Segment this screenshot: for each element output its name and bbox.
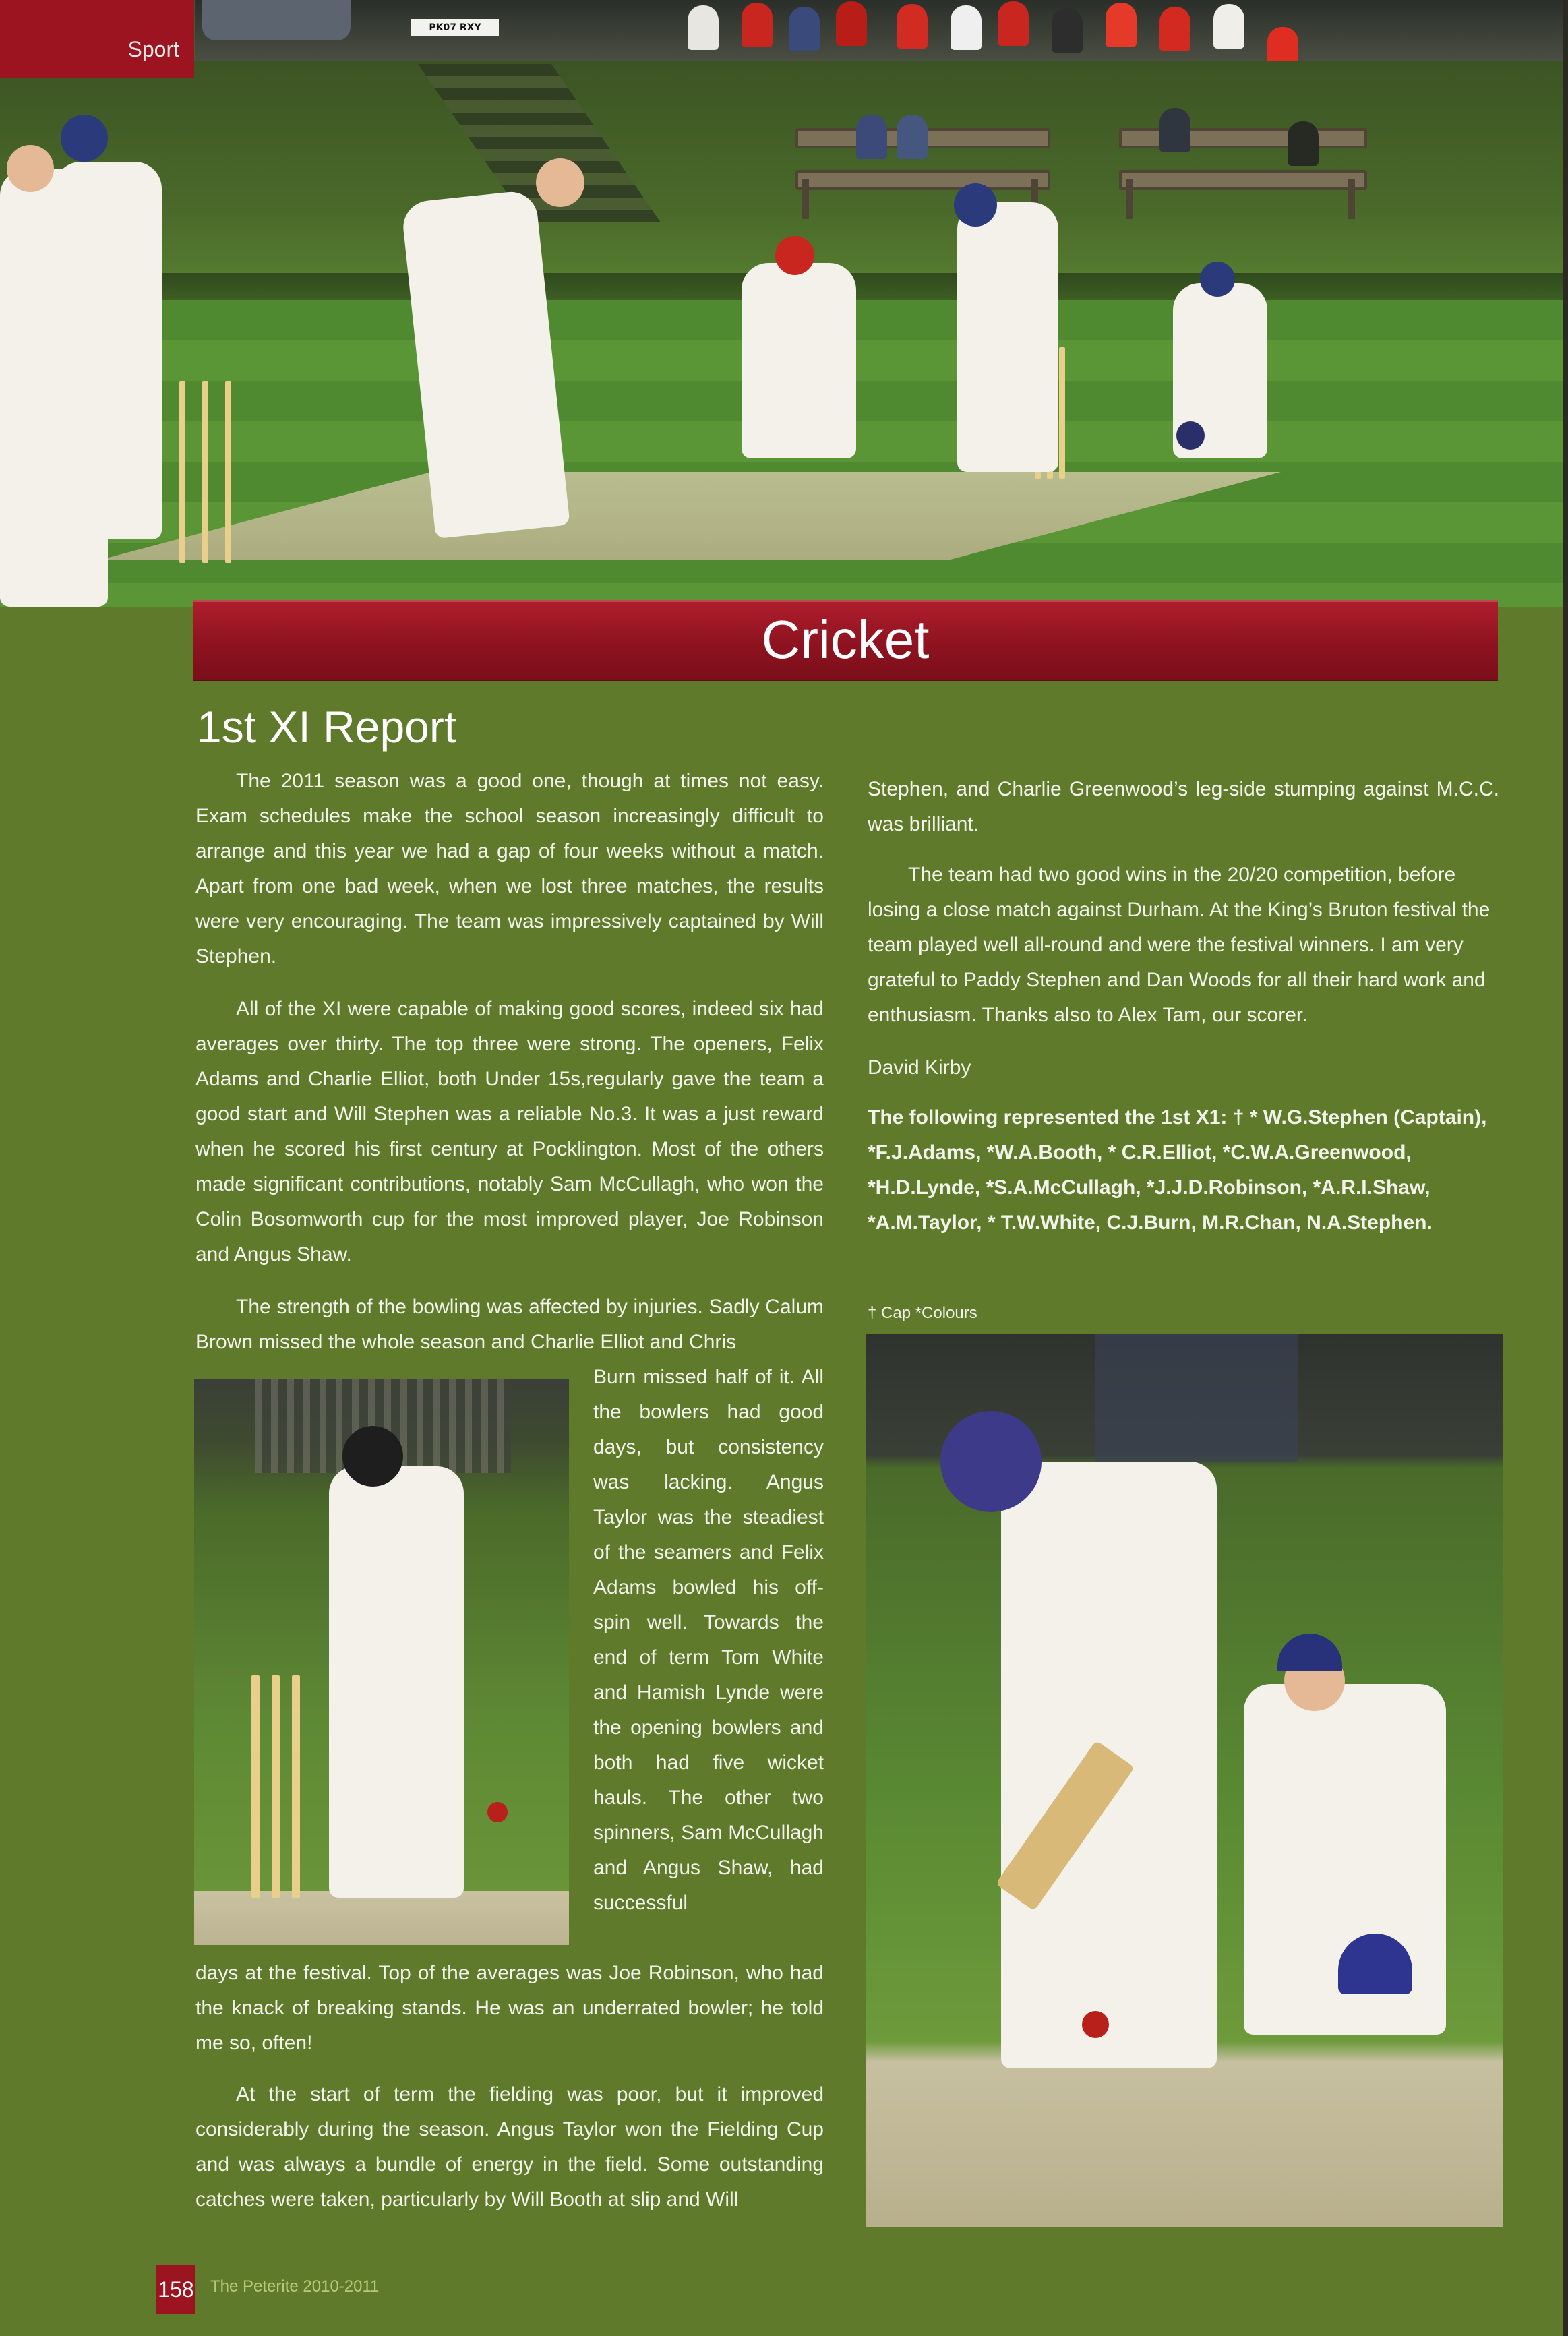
left-paragraph-3-end: days at the festival. Top of the averages was Joe Robinson, who had the knack of breaking stands. He was an underrated bowler; he told me so, often! xyxy=(195,1962,824,2054)
photo-batsman-and-keeper xyxy=(866,1334,1503,2227)
stumps-bowlers-end xyxy=(177,381,237,563)
left-paragraph-1: The 2011 season was a good one, though at times not easy. Exam schedules make the school season increasingly difficult to arrange and this year we had a gap of four weeks without a match. Apart from one bad week, when we lost three matches, the results were very encouraging. The team was impressively captained by Will Stephen. xyxy=(195,770,824,967)
article-heading: 1st XI Report xyxy=(197,702,457,752)
colours-key: † Cap *Colours xyxy=(868,1304,977,1322)
hero-photo xyxy=(0,0,1568,607)
right-paragraph-1: Stephen, and Charlie Greenwood’s leg-side stumping against M.C.C. was brilliant. xyxy=(868,778,1499,835)
left-paragraph-4: At the start of term the fielding was poor, but it improved considerably during the season. Angus Taylor won the Fielding Cup and was always a bundle of energy in the field. Some outstanding catches were taken, particularly by Will Booth at slip and Will xyxy=(195,2083,824,2211)
cricket-ball xyxy=(1082,2011,1109,2038)
banner-title: Cricket xyxy=(761,609,930,669)
left-paragraph-2: All of the XI were capable of making good scores, indeed six had averages over thirty. The top three were strong. The openers, Felix Adams and Charlie Elliot, both Under 15s,regularly gave the team a good start and Will Stephen was a reliable No.3. It was a just reward when he scored his first century at Pocklington. Most of the others made significant contributions, notably Sam McCullagh, who won the Colin Bosomworth cup for the most improved player, Joe Robinson and Angus Shaw. xyxy=(195,998,824,1265)
team-list: The following represented the 1st X1: † * W.G.Stephen (Captain), *F.J.Adams, *W.A.Booth, * C.R.Elliot, *C.W.A.Greenwood, *H.D.Lynde, *S.A.McCullagh, *J.J.D.Robinson, *A.R.I.Shaw, *A.M.Taylor, * T.W.White, C.J.Burn, M.R.Chan, N.A.Stephen. xyxy=(868,1106,1487,1234)
fielder xyxy=(742,263,856,458)
cricket-ball xyxy=(487,1802,508,1822)
publication-title: The Peterite 2010-2011 xyxy=(210,2277,380,2296)
right-paragraph-2: The team had two good wins in the 20/20 competition, before losing a close match against Durham. At the King’s Bruton festival the team played well all-round and were the festival winners. I am very grateful to Paddy Stephen and Dan Woods for all their hard work and enthusiasm. Thanks also to Alex Tam, our scorer. xyxy=(868,864,1490,1026)
left-paragraph-3-wrap: Burn missed half of it. All the bowlers had good days, but consistency was lacking. Angus Taylor was the steadiest of the seamers and Felix Adams bowled his off-spin well. Towards the end of term Tom White and Hamish Lynde were the opening bowlers and both had five wicket hauls. The other two spinners, Sam McCullagh and Angus Shaw, had successful xyxy=(593,1366,824,1914)
keeper-cap xyxy=(1277,1634,1342,1671)
page-edge xyxy=(1563,0,1568,2336)
parked-car xyxy=(202,0,351,40)
page-number: 158 xyxy=(156,2265,195,2314)
inline-photo-batsman xyxy=(194,1379,569,1945)
section-tab xyxy=(0,0,194,78)
batsman xyxy=(329,1466,464,1898)
section-tab-label: Sport xyxy=(127,37,179,61)
batsman xyxy=(957,202,1058,472)
bench-right xyxy=(1119,128,1375,222)
left-paragraph-3-intro: The strength of the bowling was affected by injuries. Sadly Calum Brown missed the whole season and Charlie Elliot and Chris xyxy=(195,1296,824,1353)
stumps xyxy=(251,1675,305,1898)
author: David Kirby xyxy=(868,1056,971,1079)
section-banner xyxy=(193,600,1498,680)
number-plate: PK07 RXY xyxy=(411,19,499,36)
non-striker xyxy=(54,162,162,539)
